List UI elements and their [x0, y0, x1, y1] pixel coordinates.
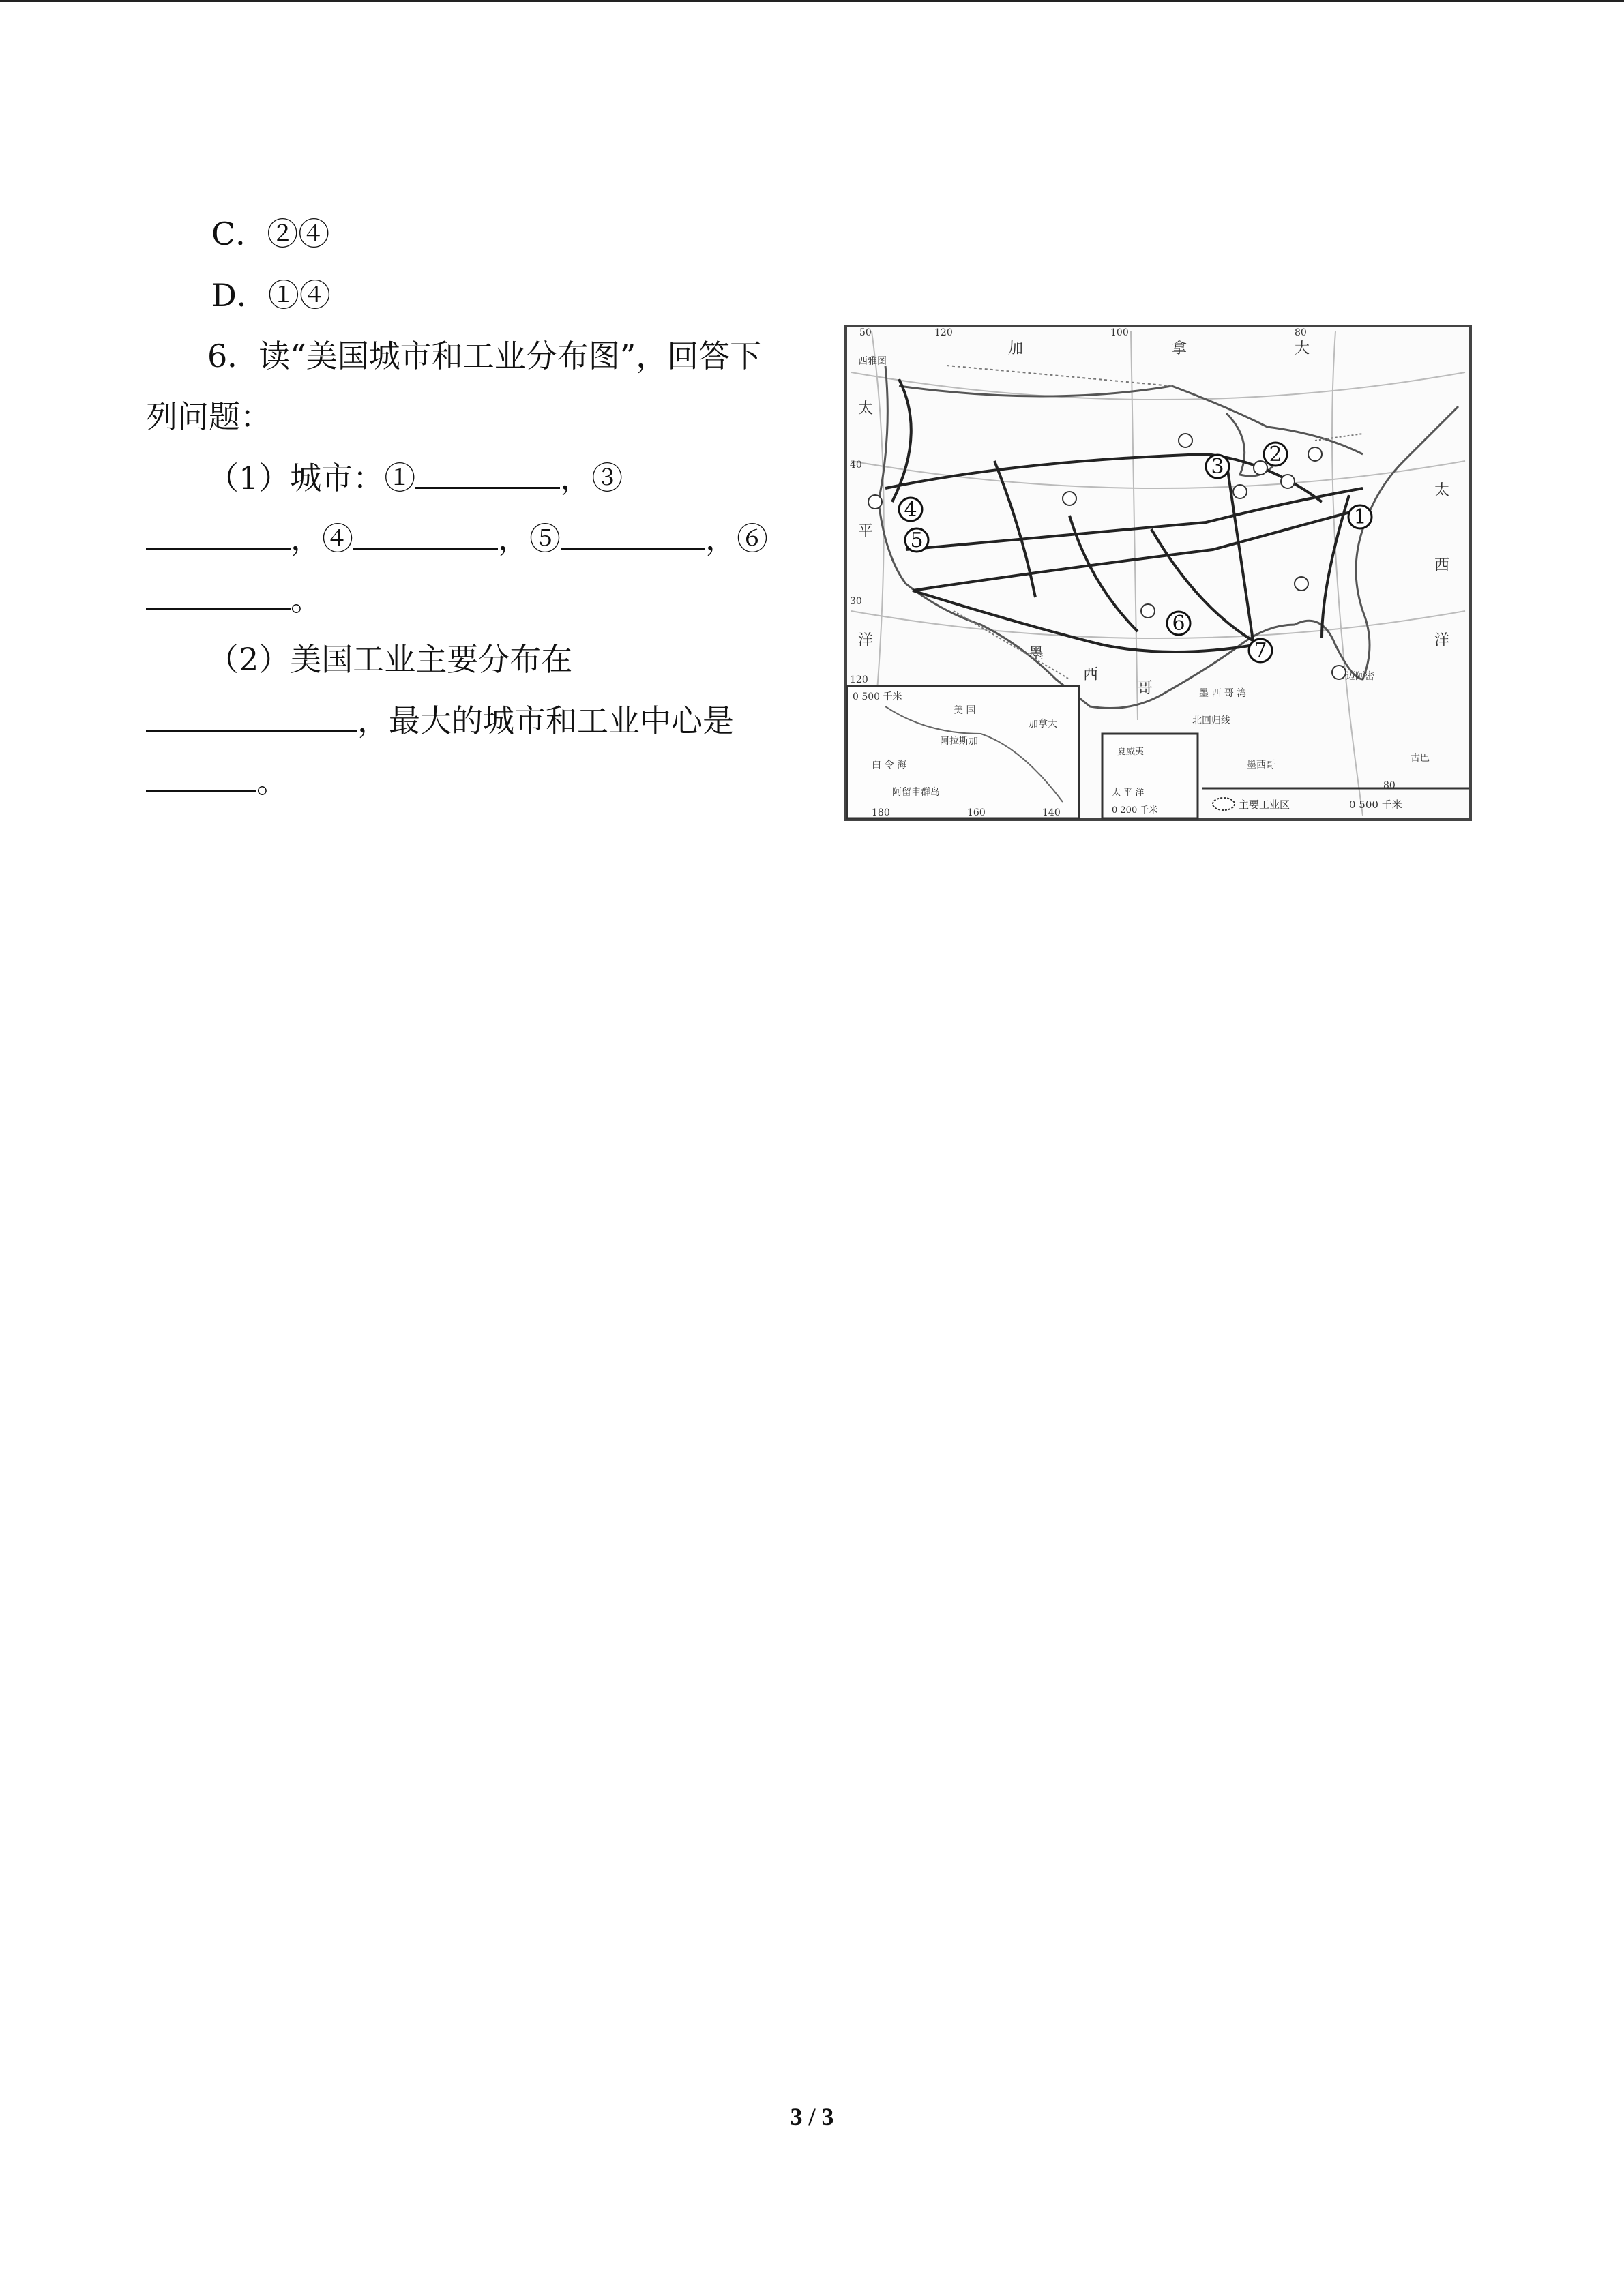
- map-label-xi-east: 西: [1434, 557, 1450, 574]
- alaska-inset: [847, 686, 1079, 818]
- option-d: D．①④: [211, 277, 331, 314]
- alaska-scale: 0 500 千米: [853, 691, 902, 702]
- top-border: [0, 0, 1624, 2]
- answer-blank-largest-city[interactable]: [146, 760, 256, 792]
- map-label-da: 大: [1295, 340, 1310, 357]
- hawaii-label: 夏威夷: [1117, 747, 1145, 757]
- marker-7: 7: [1254, 639, 1267, 663]
- answer-blank-city-3[interactable]: [146, 518, 291, 550]
- question-part-1-row-3: [146, 578, 322, 620]
- answer-blank-city-1[interactable]: [415, 457, 560, 489]
- marker-4: 4: [904, 498, 917, 522]
- hawaii-ocean-label: 太 平 洋: [1112, 788, 1145, 798]
- legend-scale: 0 500 千米: [1349, 799, 1402, 811]
- question-6-stem-continued: 列问题：: [146, 398, 271, 435]
- map-label-ge: 哥: [1138, 680, 1153, 697]
- alaska-lon-160: 160: [967, 807, 986, 818]
- question-part-2: （2）美国工业主要分布在: [207, 641, 573, 678]
- question-part-2-row-3: [146, 760, 288, 802]
- answer-blank-industry-region[interactable]: [146, 700, 357, 732]
- alaska-bering-label: 白 令 海: [872, 760, 906, 771]
- question-part-2-row-2: [146, 700, 734, 741]
- end-mark: 。: [291, 581, 322, 618]
- map-label-jia: 加: [1008, 340, 1024, 357]
- separator-5: ，⑤: [498, 520, 561, 557]
- part-2-continuation: ，最大的城市和工业中心是: [357, 702, 734, 739]
- hawaii-inset: [1102, 734, 1198, 818]
- map-label-gulf: 墨 西 哥 湾: [1199, 688, 1247, 699]
- page-number: 3 / 3: [790, 2103, 834, 2130]
- hawaii-scale: 0 200 千米: [1112, 805, 1158, 816]
- lon-120-label: 120: [934, 327, 953, 338]
- separator-3: ，③: [560, 460, 623, 496]
- map-label-miami: 迈阿密: [1346, 671, 1374, 682]
- alaska-label: 阿拉斯加: [940, 736, 978, 747]
- part-2-end: 。: [256, 763, 288, 800]
- lon-80-bottom-label: 80: [1383, 780, 1396, 791]
- question-part-1: [207, 457, 623, 498]
- answer-blank-city-6[interactable]: [146, 578, 291, 610]
- map-label-tropic: 北回归线: [1192, 715, 1230, 726]
- map-label-tai-east: 太: [1434, 482, 1450, 499]
- separator-6: ，⑥: [705, 520, 768, 557]
- option-c: C．②④: [211, 215, 330, 252]
- alaska-lon-180: 180: [872, 807, 890, 818]
- marker-6: 6: [1172, 612, 1185, 636]
- part-1-prefix: （1）城市：①: [207, 460, 416, 496]
- map-label-tai-west: 太: [858, 400, 874, 417]
- lat-50-label: 50: [859, 327, 872, 338]
- marker-2: 2: [1269, 443, 1282, 466]
- answer-blank-city-4[interactable]: [353, 518, 498, 550]
- us-city-industry-map: [844, 325, 1472, 821]
- lat-40-label: 40: [850, 460, 862, 471]
- map-label-yang-west: 洋: [858, 632, 874, 649]
- lon-120-bottom-label: 120: [850, 674, 868, 685]
- map-label-na: 拿: [1172, 340, 1187, 357]
- lon-100-label: 100: [1110, 327, 1129, 338]
- map-label-yang-east: 洋: [1434, 632, 1450, 649]
- map-label-mo: 墨: [1029, 646, 1044, 663]
- marker-3: 3: [1211, 455, 1224, 479]
- question-part-1-row-2: [146, 518, 768, 559]
- map-label-cuba: 古巴: [1411, 753, 1430, 764]
- alaska-lon-140: 140: [1042, 807, 1061, 818]
- legend-industrial-area: 主要工业区: [1239, 799, 1290, 811]
- lat-30-label: 30: [850, 596, 862, 607]
- alaska-aleutian-label: 阿留申群岛: [892, 787, 940, 798]
- separator-4: ，④: [291, 520, 353, 557]
- marker-5: 5: [910, 528, 924, 552]
- alaska-usa-label: 美 国: [954, 705, 976, 716]
- question-6-stem: 6．读“美国城市和工业分布图”，回答下: [207, 338, 762, 374]
- answer-blank-city-5[interactable]: [561, 518, 705, 550]
- marker-1: 1: [1353, 505, 1367, 529]
- lon-80-label: 80: [1295, 327, 1307, 338]
- alaska-canada-label: 加拿大: [1029, 719, 1057, 730]
- map-label-mexico: 墨西哥: [1247, 760, 1275, 771]
- map-label-xi-mexico: 西: [1083, 666, 1099, 683]
- map-label-ping-west: 平: [858, 523, 874, 540]
- map-label-seattle: 西雅图: [858, 356, 887, 367]
